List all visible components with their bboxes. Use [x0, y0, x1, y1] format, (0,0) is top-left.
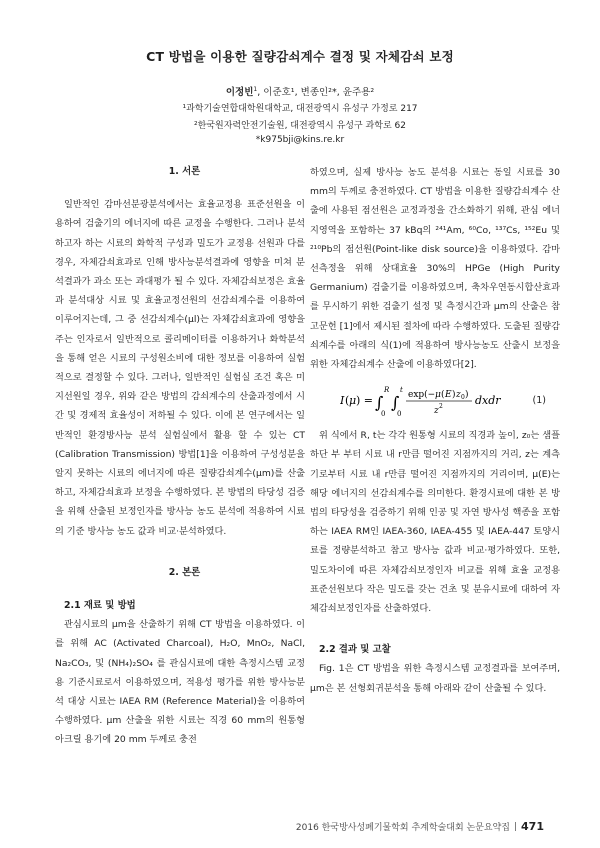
- footer-proceedings-title: 2016 한국방사성폐기물학회 추계학술대회 논문요약집: [295, 823, 510, 833]
- svg-text:z: z: [434, 406, 439, 417]
- methods-continued-paragraph: 하였으며, 실제 방사능 농도 분석용 시료는 동일 시료를 30 mm의 두께로 충전하였다. CT 방법을 이용한 질량감쇠계수 산출에 사용된 점선원은 교정과정을 간소화하기 위해, 관심 에너지영역을 포함하는 37 kBq의 ²⁴¹Am, ⁶⁰Co, ¹³⁷Cs, ¹⁵²Eu 및 ²¹⁰Pb의 점선원(Point-like disk source)을 이용하였다. 감마선측정을 위해 상대효율 30%의 HPGe (High Purity Germanium) 검출기를 이용하였으며, 축차우연동시합산효과를 무시하기 위한 검출기 설정 및 측정시간과 μm의 산출은 참고문헌 [1]에서 제시된 절차에 따라 수행하였다. 도출된 질량감쇠계수를 아래의 식(1)에 적용하여 방사능농도 산출시 보정을 위한 자체감쇠계수 산출에 이용하였다[2].: [310, 167, 560, 371]
- results-paragraph: Fig. 1은 CT 방법을 위한 측정시스템 교정결과를 보여주며, μm은 본 선형회귀분석을 통해 아래와 같이 산출될 수 있다.: [310, 663, 560, 694]
- svg-text:(: (: [345, 394, 350, 408]
- affiliation-1: ¹과학기술연합대학원대학교, 대전광역시 유성구 가정로 217: [182, 104, 418, 114]
- subsection-heading-methods: 2.1 재료 및 방법: [64, 600, 136, 612]
- svg-text:E: E: [445, 390, 452, 401]
- svg-text:2: 2: [439, 403, 443, 411]
- svg-text:dxdr: dxdr: [475, 394, 501, 408]
- svg-text:0: 0: [461, 394, 465, 402]
- svg-text:): ): [465, 390, 469, 401]
- svg-text:μ: μ: [435, 390, 441, 401]
- methods-paragraph: 관심시료의 μm을 산출하기 위해 CT 방법을 이용하였다. 이를 위해 AC (Activated Charcoal), H₂O, MnO₂, NaCl, Na₂CO₃, 및 (NH₄)₂SO₄ 를 관심시료에 대한 측정시스템 교정용 기준시료로서 이용하였으며, 적용성 평가를 위한 방사능분석 대상 시료는 IAEA RM (Reference Material)을 이용하여 수행하였다. μm 산출을 위한 시료는 직경 60 mm의 원통형 아크릴 용기에 20 mm 두께로 충전: [55, 619, 305, 746]
- svg-text:I: I: [340, 394, 345, 408]
- svg-text:R: R: [384, 386, 390, 395]
- svg-text:t: t: [400, 386, 403, 395]
- svg-text:z: z: [456, 390, 461, 401]
- left-column: [55, 162, 305, 750]
- affiliation-2: ²한국원자력안전기술원, 대전광역시 유성구 과학로 62: [194, 121, 406, 131]
- equation-formula: [340, 377, 530, 423]
- section-heading-body: 2. 본론: [168, 566, 201, 578]
- svg-text:(: (: [441, 390, 445, 401]
- section-heading-intro: 1. 서론: [168, 166, 201, 177]
- footer-separator: |: [513, 821, 518, 832]
- svg-text:exp(−: exp(−: [408, 390, 436, 401]
- lead-author-affil: 1: [253, 85, 258, 93]
- right-column: [310, 163, 560, 698]
- equation-explanation-paragraph: 위 식에서 R, t는 각각 원통형 시료의 직경과 높이, z₀는 샘플 하단 부 부터 시료 내 r만큼 떨어진 지점까지의 거리, z는 계측기로부터 시료 내 r만큼 떨어진 지점까지의 거리이며, μ(E)는 해당 에너지의 선감쇠계수를 의미한다. 환경시료에 대한 본 방법의 타당성을 검증하기 위해 인공 및 자연 방사성 핵종을 포함하는 IAEA RM인 IAEA-360, IAEA-455 및 IAEA-447 토양시료를 정량분석하고 참고 방사능 값과 비교·평가하였다. 또한, 밀도차이에 따른 자체감쇠보정인자 비교를 위해 효율 교정용 표준선원보다 작은 밀도를 갖는 건초 및 분유시료에 대하여 자체감쇠보정인자를 산출하였다.: [310, 430, 560, 615]
- svg-text:0: 0: [381, 410, 386, 419]
- svg-text:∫: ∫: [375, 393, 384, 413]
- co-authors: , 이준호¹, 변종인²*, 윤주용²: [257, 87, 375, 98]
- svg-text:): ): [452, 390, 456, 401]
- svg-text:∫: ∫: [391, 393, 400, 413]
- svg-text:) =: ) =: [356, 394, 374, 408]
- equation-number: (1): [532, 394, 546, 406]
- page-footer: [296, 820, 544, 833]
- equation-1: [310, 374, 560, 426]
- contact-email: *k975bji@kins.re.kr: [255, 135, 345, 145]
- paper-title: CT 방법을 이용한 질량감쇠계수 결정 및 자체감쇠 보정: [146, 49, 454, 64]
- svg-text:μ: μ: [349, 394, 357, 408]
- svg-text:0: 0: [397, 410, 402, 419]
- intro-paragraph: 일반적인 감마선분광분석에서는 효율교정용 표준선원을 이용하여 검출기의 에너지에 따른 교정을 수행한다. 그러나 분석하고자 하는 시료의 화학적 구성과 밀도가 교정용 선원과 다를 경우, 자체감쇠효과로 인해 방사능분석결과에 영향을 미쳐 분석결과가 과소 또는 과대평가 될 수 있다. 자체감쇠보정은 효율과 분석대상 시료 및 효율교정선원의 선감쇠계수를 이용하여 이루어지는데, 그 중 선감쇠계수(μl)는 자체감쇠효과에 영향을 주는 인자로서 일반적으로 콜리메이터를 이용하거나 화학분석을 통해 얻은 시료의 구성원소비에 대한 정보를 이용하여 실험적으로 결정할 수 있다. 그러나, 일반적인 실험실 조건 혹은 미지선원일 경우, 위와 같은 방법의 감쇠계수의 산출과정에서 시간 및 경제적 효율성이 저하될 수 있다. 이에 본 연구에서는 일반적인 환경방사능 분석 실험실에서 활용 할 수 있는 CT (Calibration Transmission) 방법[1]을 이용하여 구성성분을 알지 못하는 시료의 에너지에 따른 질량감쇠계수(μm)를 산출하고, 자체감쇠효과 보정을 수행하였다. 본 방법의 타당성 검증을 위해 산출된 보정인자를 방사능 농도 분석에 적용하여 시료의 기준 방사능 농도 값과 비교·분석하였다.: [55, 199, 305, 537]
- subsection-heading-results: 2.2 결과 및 고찰: [319, 644, 391, 656]
- lead-author: 이정빈: [225, 87, 254, 98]
- author-list: [0, 84, 600, 98]
- page-number: 471: [521, 820, 544, 833]
